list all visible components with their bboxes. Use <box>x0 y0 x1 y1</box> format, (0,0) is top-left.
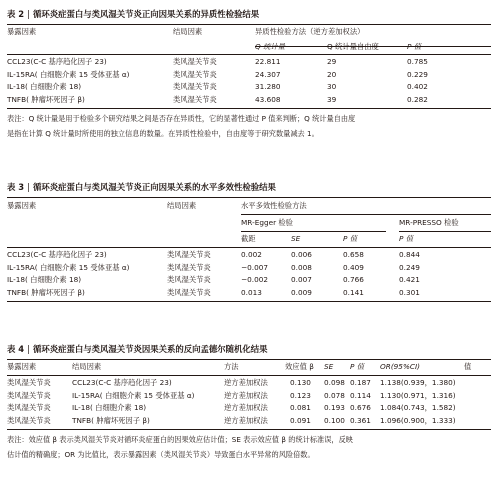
table-row <box>7 403 491 416</box>
cell-intercept: −0.002 <box>241 275 269 285</box>
table-4-note <box>7 432 491 462</box>
table-3-header-row-2 <box>7 214 491 231</box>
header-outcome: 结局因素 <box>72 362 102 371</box>
header-p-value: 值 <box>464 362 472 371</box>
cell-exposure: IL-18( 白细胞介素 18) <box>7 82 82 92</box>
cell-p: 0.114 <box>350 390 371 400</box>
table-row <box>7 378 491 391</box>
table-3-label: 表 3 <box>7 181 25 192</box>
cell-intercept: 0.002 <box>241 250 262 259</box>
cell-exposure: IL-15RA( 白细胞介素 15 受体亚基 α) <box>7 69 130 79</box>
table-4-body <box>7 376 491 428</box>
table-2 <box>7 7 491 141</box>
cell-beta: 0.130 <box>290 378 311 387</box>
table-4 <box>7 342 491 462</box>
header-beta: 效应值 β <box>285 362 314 371</box>
cell-presso-p: 0.249 <box>399 262 420 272</box>
cell-method: 逆方差加权法 <box>224 378 268 387</box>
cell-outcome: 类风湿关节炎 <box>167 262 211 272</box>
cell-se: 0.193 <box>324 403 345 413</box>
cell-outcome: IL-15RA( 白细胞介素 15 受体亚基 α) <box>72 390 195 400</box>
table-row <box>7 82 491 95</box>
cell-or: 1.138(0.939，1.380) <box>380 378 456 387</box>
cell-p: 0.361 <box>350 415 371 425</box>
title-separator: | <box>27 181 30 192</box>
cell-or: 1.084(0.743，1.582) <box>380 403 456 413</box>
cell-presso-p: 0.301 <box>399 287 420 297</box>
title-separator: | <box>27 8 30 19</box>
cell-se: 0.007 <box>291 275 312 285</box>
cell-p: 0.229 <box>407 69 428 79</box>
cell-se: 0.100 <box>324 415 345 425</box>
header-method: 方法 <box>224 362 239 371</box>
cell-p: 0.785 <box>407 57 428 66</box>
header-se: SE <box>291 234 301 243</box>
table-3-body <box>7 248 491 300</box>
table-row <box>7 263 491 276</box>
cell-outcome: 类风湿关节炎 <box>173 94 217 104</box>
cell-se: 0.008 <box>291 262 312 272</box>
header-p: P 值 <box>350 362 365 371</box>
header-method-group: 异质性检验方法（逆方差加权法） <box>255 27 365 36</box>
table-4-header-row <box>7 360 491 375</box>
bottom-rule <box>7 429 491 430</box>
table-4-caption: 循环炎症蛋白与类风湿关节炎因果关系的反向孟德尔随机化结果 <box>32 343 268 354</box>
cell-df: 30 <box>327 82 337 92</box>
header-outcome: 结局因素 <box>173 27 203 36</box>
cell-method: 逆方差加权法 <box>224 403 268 413</box>
header-exposure: 暴露因素 <box>7 27 37 36</box>
cell-se: 0.098 <box>324 378 345 387</box>
note-line: 表注：效应值 β 表示类风湿关节炎对循环炎症蛋白的因果效应估计值；SE 表示效应值 β 的统计标准误，反映 <box>7 435 353 445</box>
cell-q: 43.608 <box>255 94 281 104</box>
header-p: P 值 <box>407 42 422 51</box>
table-row <box>7 416 491 429</box>
cell-p: 0.766 <box>343 275 364 285</box>
cell-p: 0.282 <box>407 94 428 104</box>
cell-p: 0.658 <box>343 250 364 259</box>
cell-p: 0.141 <box>343 287 364 297</box>
header-exposure: 暴露因素 <box>7 362 37 371</box>
cell-p: 0.402 <box>407 82 428 92</box>
cell-p: 0.409 <box>343 262 364 272</box>
cell-or: 1.130(0.971，1.316) <box>380 390 456 400</box>
table-2-title <box>7 7 491 21</box>
cell-beta: 0.081 <box>290 403 311 413</box>
cell-q: 24.307 <box>255 69 281 79</box>
header-intercept: 截距 <box>241 234 256 243</box>
header-mr-egger: MR-Egger 检验 <box>241 218 293 227</box>
cell-exposure: CCL23(C-C 基序趋化因子 23) <box>7 57 107 66</box>
cell-outcome: TNFB( 肿瘤坏死因子 β) <box>72 415 150 425</box>
cell-or: 1.096(0.900，1.333) <box>380 415 456 425</box>
cell-exposure: IL-18( 白细胞介素 18) <box>7 275 82 285</box>
table-2-note <box>7 111 491 141</box>
cell-q: 31.280 <box>255 82 281 92</box>
cell-exposure: TNFB( 肿瘤坏死因子 β) <box>7 287 85 297</box>
cell-method: 逆方差加权法 <box>224 390 268 400</box>
cell-outcome: 类风湿关节炎 <box>167 250 211 259</box>
table-row <box>7 288 491 301</box>
table-row <box>7 70 491 83</box>
header-or: OR(95%CI) <box>380 362 420 371</box>
cell-outcome: 类风湿关节炎 <box>173 57 217 66</box>
title-separator: | <box>27 343 30 354</box>
table-row <box>7 391 491 404</box>
table-2-caption: 循环炎症蛋白与类风湿关节炎正向因果关系的异质性检验结果 <box>32 8 260 19</box>
table-2-header-row-2 <box>7 39 491 54</box>
table-2-header-row-1 <box>7 25 491 39</box>
cell-se: 0.006 <box>291 250 312 259</box>
cell-exposure: IL-15RA( 白细胞介素 15 受体亚基 α) <box>7 262 130 272</box>
cell-q: 22.811 <box>255 57 281 66</box>
table-4-title <box>7 342 491 356</box>
table-3-header-row-1 <box>7 198 491 214</box>
cell-outcome: IL-18( 白细胞介素 18) <box>72 403 147 413</box>
cell-outcome: 类风湿关节炎 <box>167 275 211 285</box>
table-3-header-row-3 <box>7 231 491 247</box>
cell-p: 0.676 <box>350 403 371 413</box>
cell-df: 39 <box>327 94 337 104</box>
cell-exposure: 类风湿关节炎 <box>7 415 51 425</box>
header-q-df: Q 统计量自由度 <box>327 42 379 51</box>
cell-df: 20 <box>327 69 337 79</box>
cell-beta: 0.091 <box>290 415 311 425</box>
cell-presso-p: 0.844 <box>399 250 420 259</box>
table-4-label: 表 4 <box>7 343 25 354</box>
table-3-caption: 循环炎症蛋白与类风湿关节炎正向因果关系的水平多效性检验结果 <box>32 181 276 192</box>
header-presso-p: P 值 <box>399 234 414 243</box>
table-row <box>7 250 491 263</box>
cell-se: 0.078 <box>324 390 345 400</box>
cell-exposure: TNFB( 肿瘤坏死因子 β) <box>7 94 85 104</box>
cell-exposure: 类风湿关节炎 <box>7 390 51 400</box>
cell-presso-p: 0.421 <box>399 275 420 285</box>
cell-exposure: 类风湿关节炎 <box>7 378 51 387</box>
cell-outcome: 类风湿关节炎 <box>173 82 217 92</box>
table-row <box>7 95 491 108</box>
header-outcome: 结局因素 <box>167 201 197 210</box>
cell-beta: 0.123 <box>290 390 311 400</box>
cell-outcome: 类风湿关节炎 <box>167 287 211 297</box>
header-q: Q 统计量 <box>255 42 285 51</box>
cell-intercept: −0.007 <box>241 262 269 272</box>
table-row <box>7 57 491 70</box>
cell-exposure: CCL23(C-C 基序趋化因子 23) <box>7 250 107 259</box>
bottom-rule <box>7 301 491 302</box>
table-3-title <box>7 180 491 194</box>
note-line: 估计值的精确度；OR 为比值比，表示暴露因素（类风湿关节炎）导致蛋白水平异常的风险倍数。 <box>7 450 315 460</box>
note-line: 是指在计算 Q 统计量时所使用的独立信息的数量。在异质性检验中，自由度等于研究数量减去 1。 <box>7 129 319 139</box>
header-exposure: 暴露因素 <box>7 201 37 210</box>
table-3 <box>7 180 491 302</box>
cell-intercept: 0.013 <box>241 287 262 297</box>
cell-outcome: 类风湿关节炎 <box>173 69 217 79</box>
table-2-label: 表 2 <box>7 8 25 19</box>
header-mr-presso: MR-PRESSO 检验 <box>399 218 459 227</box>
cell-df: 29 <box>327 57 337 66</box>
cell-se: 0.009 <box>291 287 312 297</box>
bottom-rule <box>7 108 491 109</box>
header-se: SE <box>324 362 334 371</box>
table-2-body <box>7 55 491 107</box>
cell-exposure: 类风湿关节炎 <box>7 403 51 413</box>
table-row <box>7 275 491 288</box>
cell-outcome: CCL23(C-C 基序趋化因子 23) <box>72 378 172 387</box>
header-p: P 值 <box>343 234 358 243</box>
header-method-group: 水平多效性检验方法 <box>241 201 307 210</box>
cell-method: 逆方差加权法 <box>224 415 268 425</box>
cell-p: 0.187 <box>350 378 371 387</box>
note-line: 表注：Q 统计量是用于检验多个研究结果之间是否存在异质性，它的显著性通过 P 值来判断；Q 统计量自由度 <box>7 114 356 124</box>
